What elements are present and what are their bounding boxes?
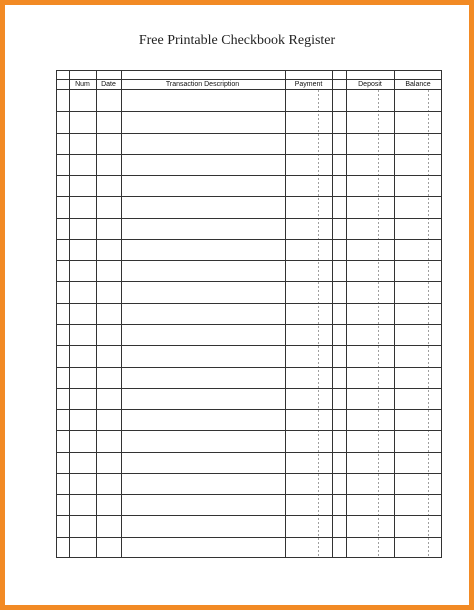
header-transaction-description: Transaction Description [165,81,240,88]
header-num: Num [75,81,90,88]
header-deposit: Deposit [358,81,382,88]
header-balance: Balance [405,81,431,88]
header-date: Date [101,81,116,88]
header-payment: Payment [294,81,323,88]
register-grid [56,70,442,558]
register-border [57,71,442,558]
checkbook-register-table [56,70,442,558]
page-title: Free Printable Checkbook Register [138,33,336,48]
